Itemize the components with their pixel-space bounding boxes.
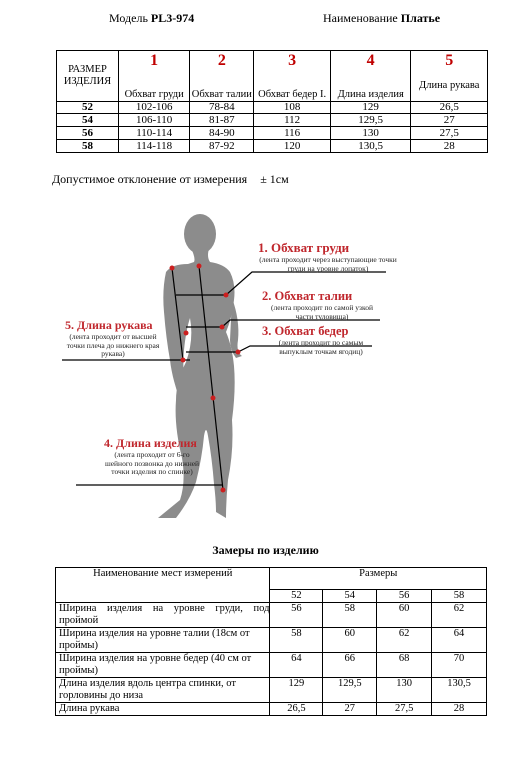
table-row (57, 140, 488, 153)
tolerance-value: ± 1см (260, 172, 289, 186)
value-cell: 112 (254, 114, 330, 127)
table-row (56, 603, 487, 628)
measure-label: Длина изделия вдоль центра спинки, от горловины до низа (56, 678, 270, 703)
value-cell: 129,5 (330, 114, 411, 127)
size-header: 58 (432, 590, 487, 603)
value-cell: 27 (411, 114, 488, 127)
label-waist-note: (лента проходит по самой узкой части туловища) (271, 303, 373, 321)
value-cell: 66 (323, 653, 377, 678)
model-value: PL3-974 (150, 11, 195, 25)
label-sleeve (65, 318, 161, 359)
name-label: Наименование (323, 11, 401, 25)
value-cell: 120 (254, 140, 330, 153)
value-cell: 58 (270, 628, 323, 653)
value-cell: 64 (270, 653, 323, 678)
value-cell: 60 (323, 628, 377, 653)
value-cell: 56 (270, 603, 323, 628)
col-num-2: 2 (217, 52, 226, 70)
value-cell: 108 (254, 102, 330, 114)
col-label-5: Длина рукава (411, 72, 488, 102)
value-cell: 26,5 (270, 703, 323, 716)
value-cell: 129 (270, 678, 323, 703)
label-sleeve-note: (лента проходит от высшей точки плеча до нижнего края рукава) (66, 332, 160, 358)
tolerance-line (52, 172, 289, 187)
label-waist-title: 2. Обхват талии (262, 289, 353, 303)
label-hips-note: (лента проходит по самым выпуклым точкам ягодиц) (278, 338, 364, 356)
size-cell: 52 (57, 102, 119, 114)
label-bust-title: 1. Обхват груди (258, 240, 350, 255)
label-hips (262, 324, 380, 356)
col-num-3: 3 (288, 52, 297, 70)
col-label-3: Обхват бедер I. (254, 72, 330, 102)
size-cell: 58 (57, 140, 119, 153)
label-bust (258, 240, 398, 273)
value-cell: 130 (377, 678, 432, 703)
product-measures-table (55, 567, 487, 716)
measure-label: Ширина изделия на уровне талии (18см от проймы) (56, 628, 270, 653)
value-cell: 129,5 (323, 678, 377, 703)
value-cell: 87-92 (190, 140, 254, 153)
model-line (109, 11, 194, 26)
label-hips-title: 3. Обхват бедер (262, 324, 349, 338)
value-cell: 81-87 (190, 114, 254, 127)
value-cell: 129 (330, 102, 411, 114)
value-cell: 116 (254, 127, 330, 140)
value-cell: 114-118 (119, 140, 190, 153)
value-cell: 130,5 (432, 678, 487, 703)
label-length-note: (лента проходит от 6-го шейного позвонка до нижней точки изделия по спинке) (104, 450, 200, 476)
size-header: 54 (323, 590, 377, 603)
table-row (56, 653, 487, 678)
value-cell: 110-114 (119, 127, 190, 140)
value-cell: 62 (377, 628, 432, 653)
value-cell: 68 (377, 653, 432, 678)
label-waist (262, 289, 382, 321)
table-row (56, 678, 487, 703)
sizes-header: Размеры (270, 568, 487, 590)
table-row (56, 628, 487, 653)
col-label-4: Длина изделия (330, 72, 411, 102)
table-row (57, 102, 488, 114)
table-row (57, 114, 488, 127)
label-bust-note: (лента проходит через выступающие точки груди на уровне лопаток) (259, 255, 397, 273)
col-num-4: 4 (366, 52, 375, 70)
size-cell: 54 (57, 114, 119, 127)
value-cell: 26,5 (411, 102, 488, 114)
value-cell: 78-84 (190, 102, 254, 114)
model-label: Модель (109, 11, 151, 25)
size-cell: 56 (57, 127, 119, 140)
measure-label: Длина рукава (56, 703, 270, 716)
tolerance-text: Допустимое отклонение от измерения (52, 172, 248, 186)
col-label-1: Обхват груди (119, 72, 190, 102)
col-num-1: 1 (150, 52, 159, 70)
size-header: 52 (270, 590, 323, 603)
corner-label: РАЗМЕР ИЗДЕЛИЯ (57, 51, 119, 102)
value-cell: 70 (432, 653, 487, 678)
value-cell: 28 (432, 703, 487, 716)
table-row (57, 127, 488, 140)
value-cell: 106-110 (119, 114, 190, 127)
value-cell: 84-90 (190, 127, 254, 140)
value-cell: 64 (432, 628, 487, 653)
product-measures-title: Замеры по изделию (212, 543, 319, 557)
name-value: Платье (400, 11, 441, 25)
value-cell: 60 (377, 603, 432, 628)
value-cell: 62 (432, 603, 487, 628)
label-sleeve-title: 5. Длина рукава (65, 318, 153, 332)
col-num-5: 5 (445, 52, 454, 70)
name-header: Наименование мест измерений (56, 568, 270, 603)
measure-label: Ширина изделия на уровне груди, под проймой (56, 603, 270, 628)
value-cell: 102-106 (119, 102, 190, 114)
value-cell: 58 (323, 603, 377, 628)
name-line (323, 11, 440, 26)
table-row (56, 703, 487, 716)
size-table (56, 50, 488, 153)
label-length-title: 4. Длина изделия (104, 436, 197, 450)
value-cell: 27,5 (411, 127, 488, 140)
value-cell: 28 (411, 140, 488, 153)
value-cell: 130 (330, 127, 411, 140)
col-label-2: Обхват талии (190, 72, 254, 102)
size-header: 56 (377, 590, 432, 603)
label-length (104, 436, 200, 477)
value-cell: 130,5 (330, 140, 411, 153)
measure-label: Ширина изделия на уровне бедер (40 см от проймы) (56, 653, 270, 678)
value-cell: 27 (323, 703, 377, 716)
value-cell: 27,5 (377, 703, 432, 716)
